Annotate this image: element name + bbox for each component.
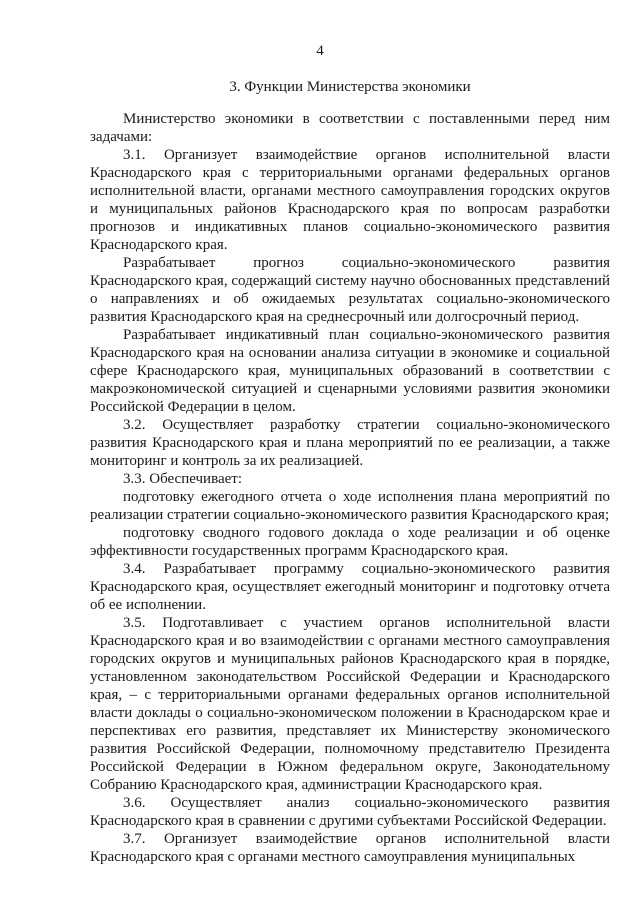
section-heading: 3. Функции Министерства экономики — [229, 79, 471, 95]
paragraph-intro: Министерство экономики в соответствии с поставленными перед ним задачами: — [90, 111, 610, 145]
paragraph-3-6: 3.6. Осуществляет анализ социально-экономического развития Краснодарского края в сравнении с другими субъектами Российской Федерации. — [90, 795, 610, 829]
paragraph-3-7: 3.7. Организует взаимодействие органов исполнительной власти Краснодарского края с органами местного самоуправления муниципальных — [90, 831, 610, 865]
paragraph-3-1: 3.1. Организует взаимодействие органов исполнительной власти Краснодарского края с территориальными органами федеральных органов исполнительной власти, органами местного самоуправления городских округов и муниципальных районов Краснодарского края по вопросам разработки прогнозов и индикативных планов социально-экономического развития Краснодарского края. — [90, 147, 610, 253]
paragraph-3-3: 3.3. Обеспечивает: — [123, 471, 243, 487]
paragraph-summary-report: подготовку сводного годового доклада о ходе реализации и об оценке эффективности государственных программ Краснодарского края. — [90, 525, 610, 559]
paragraph-3-2: 3.2. Осуществляет разработку стратегии социально-экономического развития Краснодарского края и плана мероприятий по ее реализации, а также мониторинг и контроль за их реализацией. — [90, 417, 610, 469]
paragraph-forecast: Разрабатывает прогноз социально-экономического развития Краснодарского края, содержащий систему научно обоснованных представлений о направлениях и об ожидаемых результатах социально-экономического развития Краснодарского края на среднесрочный или долгосрочный период. — [90, 255, 610, 325]
page-number: 4 — [316, 43, 324, 59]
paragraph-3-5: 3.5. Подготавливает с участием органов исполнительной власти Краснодарского края и во взаимодействии с органами местного самоуправления городских округов и муниципальных районов Краснодарского края в порядке, установленном законодательством Российской Федерации и Краснодарского края, – с территориальными органами федеральных органов исполнительной власти доклады о социально-экономическом положении в Краснодарском крае и перспективах его развития, представляет их Министерству экономического развития Российской Федерации, полномочному представителю Президента Российской Федерации в Южном федеральном округе, Законодательному Собранию Краснодарского края, администрации Краснодарского края. — [90, 615, 610, 793]
paragraph-annual-report: подготовку ежегодного отчета о ходе исполнения плана мероприятий по реализации стратегии социально-экономического развития Краснодарского края; — [90, 489, 610, 523]
paragraph-indicative-plan: Разрабатывает индикативный план социально-экономического развития Краснодарского края на основании анализа ситуации в экономике и социальной сфере Краснодарского края, муниципальных образований в соответствии с макроэкономической ситуацией и сценарными условиями развития экономики Российской Федерации в целом. — [90, 327, 610, 415]
paragraph-3-4: 3.4. Разрабатывает программу социально-экономического развития Краснодарского края, осуществляет ежегодный мониторинг и подготовку отчета об ее исполнении. — [90, 561, 610, 613]
body-text — [90, 110, 610, 866]
